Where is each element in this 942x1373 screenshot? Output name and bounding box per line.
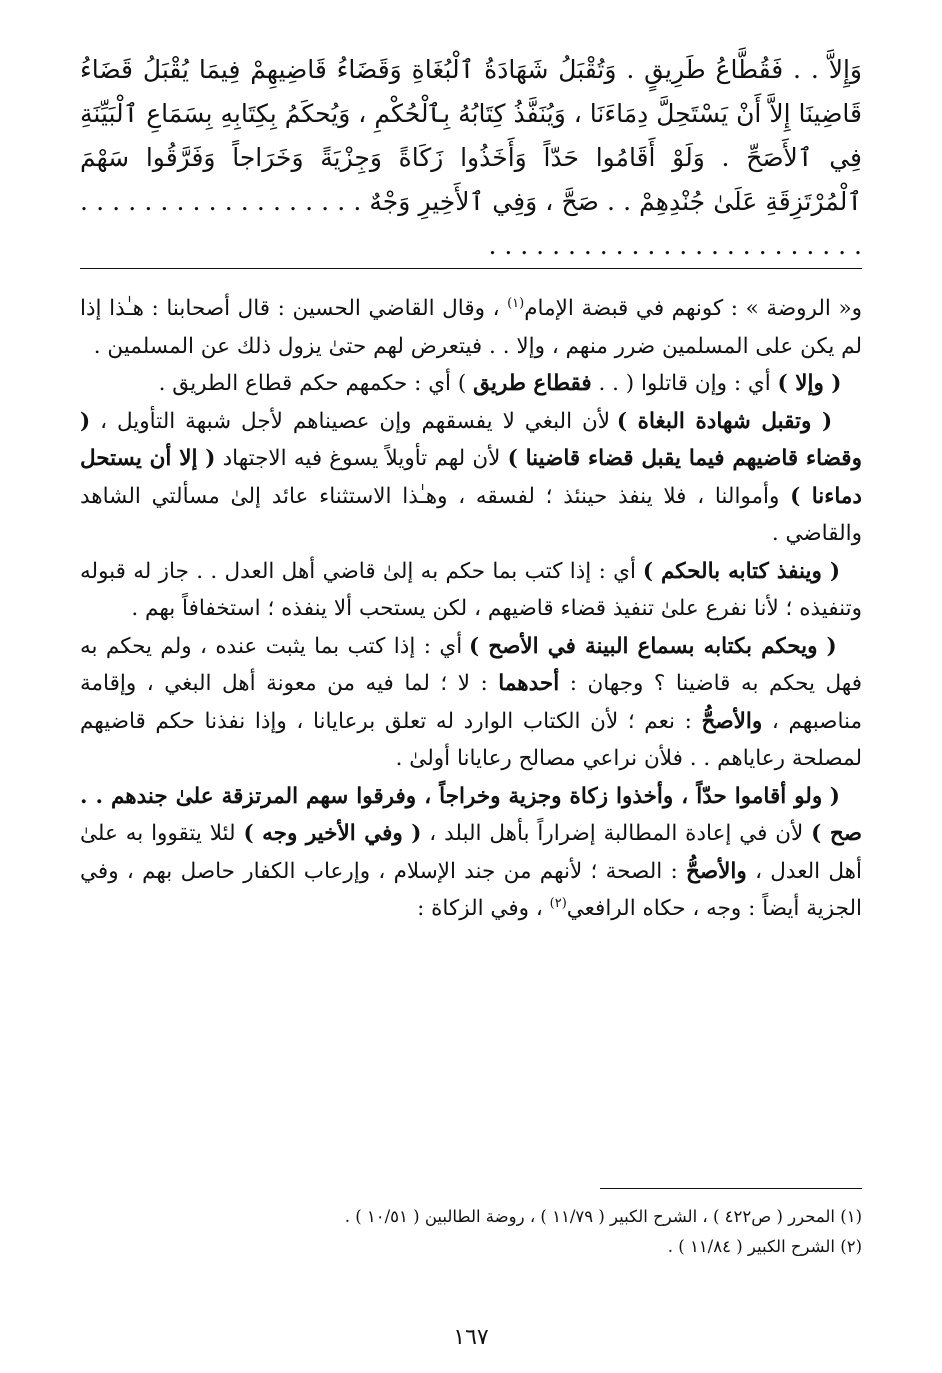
matn-quote: ( وفي الأخير وجه ) (243, 821, 422, 846)
matn-quote: ( وقضاء قاضيهم فيما يقبل قضاء قاضينا ) (80, 408, 862, 471)
sharh-paragraph-3 (80, 403, 862, 553)
emphasis-term: أحدهما (498, 671, 560, 696)
footnote-ref-1: (١) (507, 295, 525, 311)
sharh-text: أي : وإن قاتلوا ( . . (591, 371, 778, 396)
footnote-ref-2: (٢) (549, 895, 567, 911)
footnotes-block (80, 1202, 862, 1262)
sharh-text: لأن في إعادة المطالبة إضراراً بأهل البلد ، (421, 821, 812, 846)
footnote-separator-line (600, 1188, 862, 1189)
sharh-text: لأن لهم تأويلاً يسوغ فيه الاجتهاد (215, 446, 508, 471)
sharh-text: ) أي : حكمهم حكم قطاع الطريق . (158, 371, 474, 396)
footnote-1: (١) المحرر ( ص٤٢٢ ) ، الشرح الكبير ( ١١/٧٩ ) ، روضة الطالبين ( ١٠/٥١ ) . (344, 1207, 862, 1226)
matn-paragraph: وَإِلاَّ . . فَقُطَّاعُ طَرِيقٍ . وَتُقْبَلُ شَهَادَةُ ٱلْبُغَاةِ وَقَضَاءُ قَاضِيهِمْ فِيمَا يُقْبَلُ قَضَاءُ قَاضِينَا إِلاَّ أَنْ يَسْتَحِلَّ دِمَاءَنَا ، وَيُنَفَّذُ كِتَابُهُ بِٱلْحُكْمِ ، وَيُحكَمُ بِكِتَابِهِ بِسَمَاعِ ٱلْبَيِّنَةِ فِي ٱلأَصَحِّ . وَلَوْ أَقَامُوا حَدّاً وَأَخَذُوا زَكَاةً وَجِزْيَةً وَخَرَاجاً وَفَرَّقُوا سَهْمَ ٱلْمُرْتَزِقَةِ عَلَىٰ جُنْدِهِمْ . . صَحَّ ، وَفِي ٱلأَخِيرِ وَجْهٌ . . . . . . . . . . . . . . . . . . . . . . . . . . . . . . . . . . . . . . . . . . (80, 55, 862, 260)
sharh-text-block (80, 290, 862, 928)
matn-quote: ( وإلا ) (777, 371, 842, 396)
page-number: ١٦٧ (453, 1325, 489, 1350)
sharh-text: لأن البغي لا يفسقهم وإن عصيناهم لأجل شبهة التأويل ، (90, 408, 617, 434)
matn-quote: ( وينفذ كتابه بالحكم ) (642, 558, 841, 584)
matn-text-block (80, 48, 862, 268)
sharh-paragraph-6 (80, 778, 862, 928)
sharh-text: ، وقال القاضي الحسين : قال أصحابنا : هـٰذا إذا لم يكن على المسلمين ضرر منهم ، وإلا . . فيتعرض لهم حتىٰ يزول ذلك عن المسلمين . (80, 296, 862, 359)
matn-quote: فقطاع طريق (473, 371, 592, 396)
matn-quote: ( ولو أقاموا حدّاً ، وأخذوا زكاة وجزية وخراجاً ، وفرقوا سهم المرتزقة علىٰ جندهم . . صح ) (80, 783, 862, 846)
sharh-text: وأموالنا ، فلا ينفذ حينئذ ؛ لفسقه ، وهـٰذا الاستثناء عائد إلىٰ مسألتي الشاهد والقاضي . (80, 483, 862, 546)
sharh-paragraph-1 (80, 290, 862, 365)
matn-quote: ( وتقبل شهادة البغاة ) (616, 408, 833, 434)
sharh-text: ، وفي الزكاة : (417, 896, 550, 921)
matn-quote: ( إلا أن يستحل دماءنا ) (80, 446, 862, 509)
sharh-paragraph-5 (80, 628, 862, 778)
matn-quote: ( ويحكم بكتابه بسماع البينة في الأصح ) (469, 633, 837, 659)
matn-separator-line (80, 268, 862, 269)
sharh-text: و« الروضة » : كونهم في قبضة الإمام (524, 296, 862, 321)
sharh-text: : الصحة ؛ لأنهم من جند الإسلام ، وإرعاب الكفار حاصل بهم ، وفي الجزية أيضاً : وجه ، حكاه الرافعي (80, 858, 862, 921)
sharh-text: أي : إذا كتب بما يثبت عنده ، ولم يحكم به فهل يحكم به قاضينا ؟ وجهان : (80, 633, 862, 696)
sharh-text: لئلا يتقووا به علىٰ أهل العدل ، (80, 821, 862, 884)
emphasis-term: والأصحُّ (686, 858, 747, 884)
sharh-text: أي : إذا كتب بما حكم به إلىٰ قاضي أهل العدل . . جاز له قبوله وتنفيذه ؛ لأنا نفرع علىٰ تنفيذ قضاء قاضيهم ، لكن يستحب ألا ينفذه ؛ استخفافاً بهم . (80, 558, 862, 621)
sharh-paragraph-2 (80, 365, 862, 403)
sharh-text: : نعم ؛ لأن الكتاب الوارد له تعلق برعايانا ، وإذا نفذنا حكم قاضيهم لمصلحة رعاياهم . . فلأن نراعي مصالح رعايانا أولىٰ . (80, 708, 862, 771)
sharh-text: : لا ؛ لما فيه من معونة أهل البغي ، وإقامة مناصبهم ، (80, 671, 862, 734)
footnote-2: (٢) الشرح الكبير ( ١١/٨٤ ) . (667, 1237, 862, 1256)
sharh-paragraph-4 (80, 553, 862, 628)
emphasis-term: والأصحُّ (701, 708, 763, 734)
